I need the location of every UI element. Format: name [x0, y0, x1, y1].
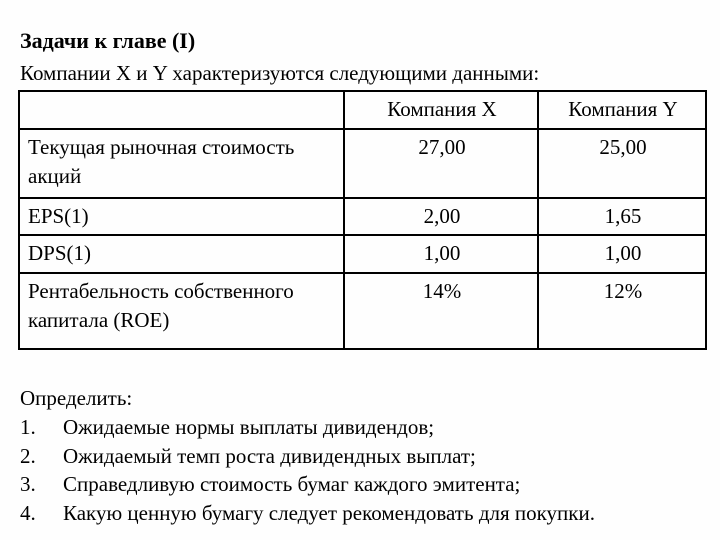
table-row-roe [19, 273, 706, 349]
value-company-x: 27,00 [344, 129, 538, 198]
list-item-text: Ожидаемый темп роста дивидендных выплат; [63, 443, 476, 468]
value-company-y: 25,00 [538, 129, 706, 198]
value-company-y: 1,65 [538, 198, 706, 235]
value-company-y: 1,00 [538, 235, 706, 273]
row-label: Рентабельность собственного капитала (ROE) [19, 273, 344, 349]
value-company-y: 12% [538, 273, 706, 349]
value-company-x: 2,00 [344, 198, 538, 235]
row-label: Текущая рыночная стоимость акций [19, 129, 344, 198]
list-item-number: 4. [20, 500, 36, 525]
tasks-section [20, 384, 720, 527]
table-header-row [19, 91, 706, 129]
list-item-text: Справедливую стоимость бумаг каждого эмитента; [63, 472, 521, 496]
table-header-company-x: Компания X [344, 91, 538, 129]
table-row-market-value [19, 129, 706, 198]
value-company-x: 14% [344, 273, 538, 349]
row-label: EPS(1) [19, 198, 344, 235]
intro-text: Компании X и Y характеризуются следующими данными: [20, 61, 540, 85]
tasks-heading: Определить: [20, 386, 133, 410]
list-item [20, 442, 720, 471]
list-item-text: Какую ценную бумагу следует рекомендовать для покупки. [63, 500, 595, 525]
companies-data-table [18, 90, 707, 350]
row-label: DPS(1) [19, 235, 344, 273]
list-item-text: Ожидаемые нормы выплаты дивидендов; [63, 415, 435, 439]
list-item-number: 3. [20, 472, 36, 496]
page-title: Задачи к главе (I) [20, 28, 196, 53]
value-company-x: 1,00 [344, 235, 538, 273]
table-header-empty [19, 91, 344, 129]
list-item-number: 2. [20, 443, 36, 468]
table-header-company-y: Компания Y [538, 91, 706, 129]
list-item [20, 413, 720, 442]
table-row-eps [19, 198, 706, 235]
list-item-number: 1. [20, 415, 36, 439]
table-row-dps [19, 235, 706, 273]
list-item [20, 470, 720, 499]
list-item [20, 499, 720, 528]
